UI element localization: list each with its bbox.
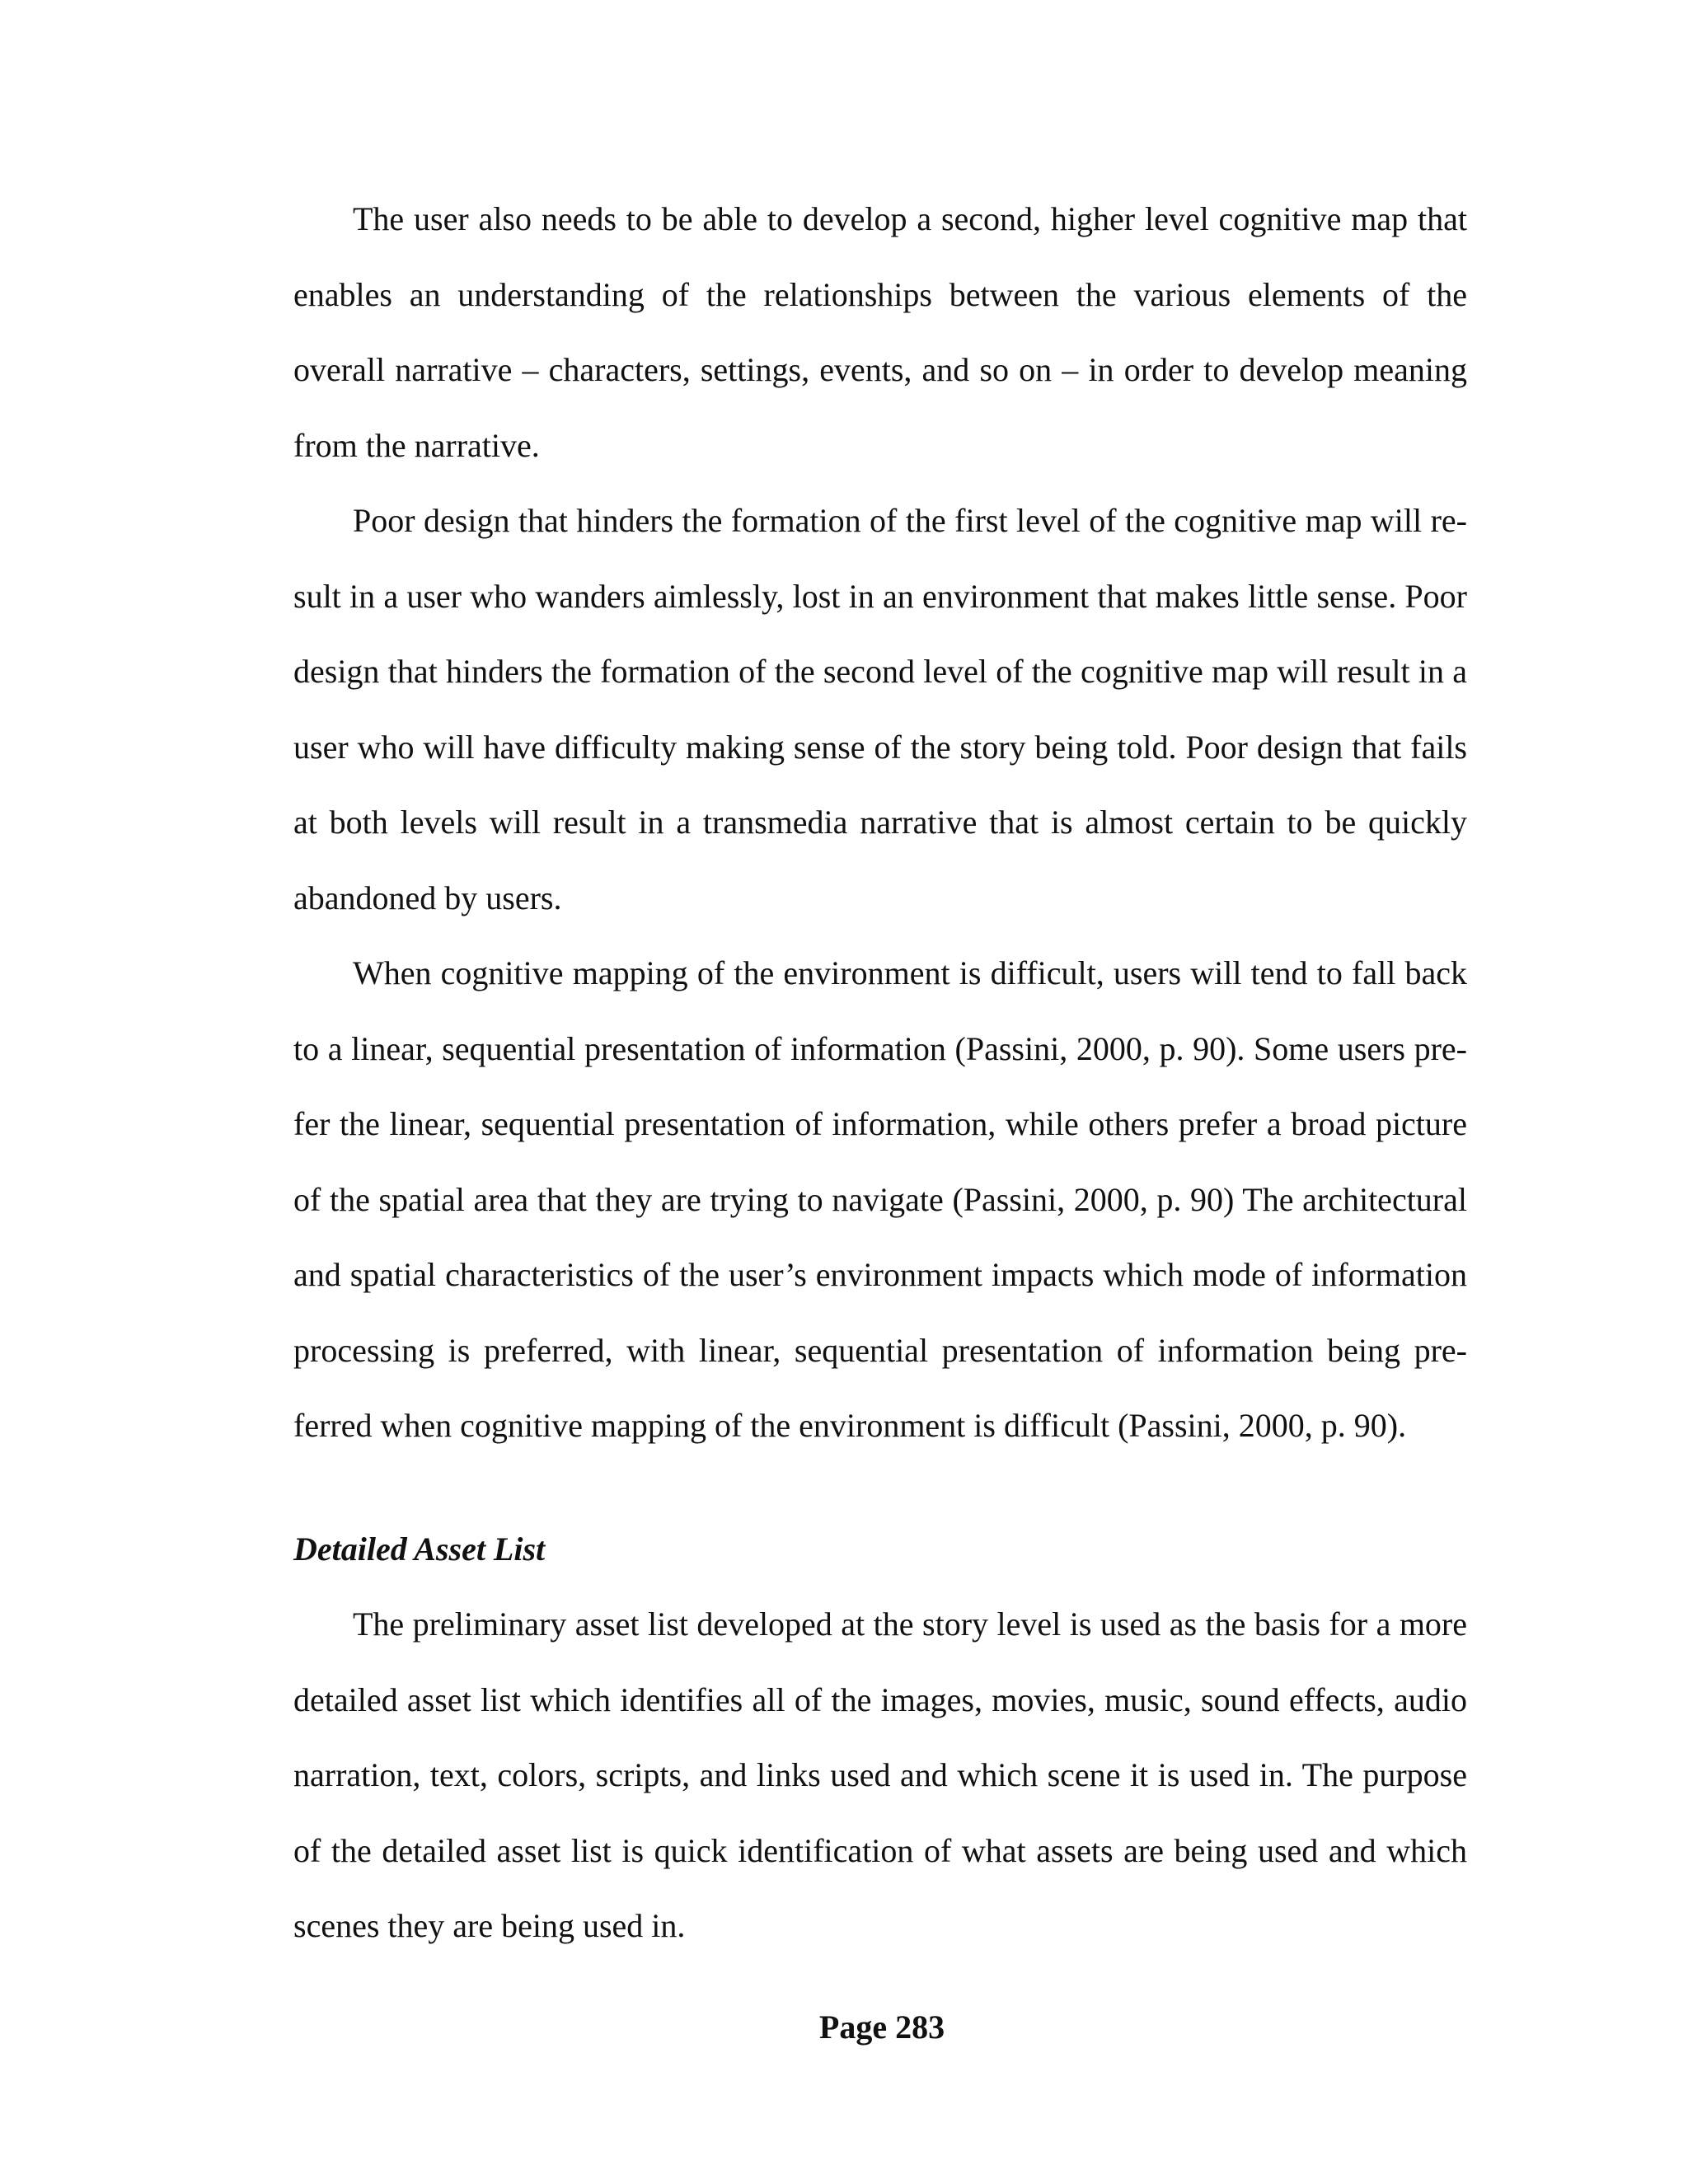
paragraph-linear-presentation: When cognitive mapping of the environment is difficult, users will tend to fall back to a linear, sequential presentation of information (Passini, 2000, p. 90). Some users pre-fer the linear, sequential presentation of information, while others prefer a broad picture of the spatial area that they are trying to navigate (Passini, 2000, p. 90) The architectural and spatial characteristics of the user’s environment impacts which mode of information processing is preferred, with linear, sequential presentation of information being pre-ferred when cognitive mapping of the environment is difficult (Passini, 2000, p. 90). [293,954,1467,1444]
paragraph-detailed-asset-list: The preliminary asset list developed at the story level is used as the basis for a more detailed asset list which identifies all of the images, movies, music, sound effects, audio narration, text, colors, scripts, and links used and which scene it is used in. The purpose of the detailed asset list is quick identification of what assets are being used and which scenes they are being used in. [293,1605,1467,1944]
paragraph-poor-design: Poor design that hinders the formation of the first level of the cognitive map will re-sult in a user who wanders aimlessly, lost in an environment that makes little sense. Poor design that hinders the formation of the second level of the cognitive map will result in a user who will have difficulty making sense of the story being told. Poor design that fails at both levels will result in a transmedia narrative that is almost certain to be quickly abandoned by users. [293,502,1467,916]
body-text [293,181,1467,1964]
page-number: Page 283 [818,2008,945,2046]
section-heading: Detailed Asset List [293,1530,546,1568]
paragraph-cognitive-map-second-level: The user also needs to be able to develop a second, higher level cognitive map that enables an understanding of the relationships between the various elements of the overall narrative – characters, settings, events, and so on – in order to develop meaning from the narrative. [293,200,1467,464]
